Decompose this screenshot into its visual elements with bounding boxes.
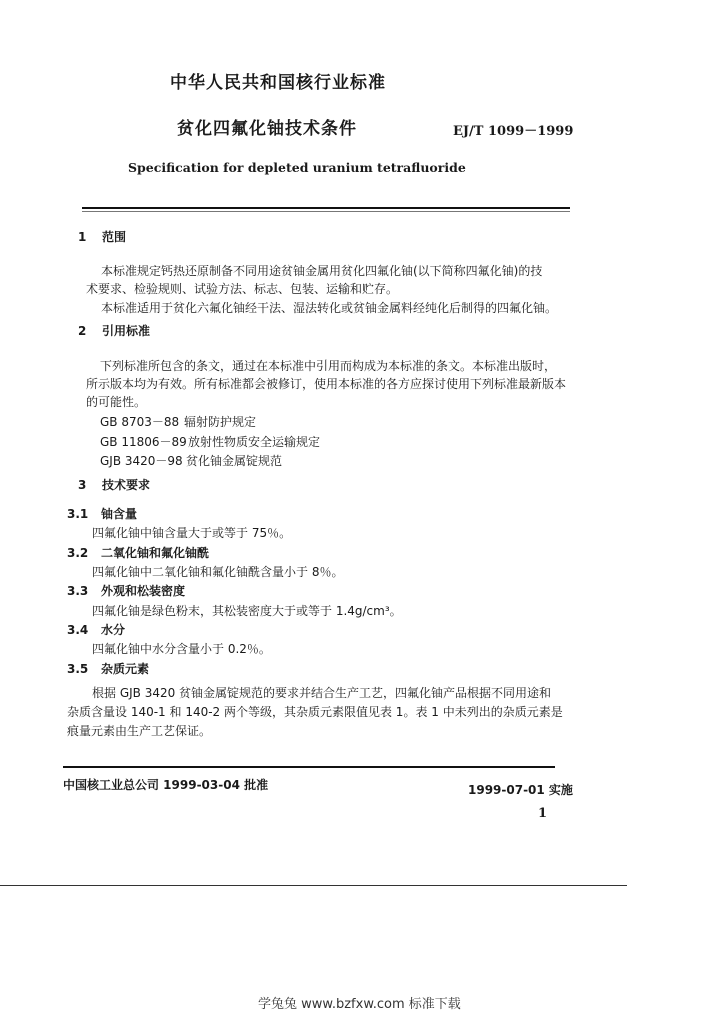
reference-name: 贫化铀金属锭规范	[186, 454, 283, 468]
reference-code: GB 8703－88	[100, 415, 180, 429]
subsection-number: 3.3	[67, 584, 89, 598]
section-1-paragraph-1-line-2: 术要求、检验规则、试验方法、标志、包装、运输和贮存。	[86, 282, 399, 296]
section-3-number: 3	[78, 478, 87, 492]
subsection-3-5-text-line-1: 根据 GJB 3420 贫铀金属锭规范的要求并结合生产工艺，四氟化铀产品根据不同用途和	[92, 686, 552, 700]
subsection-3-3-text: 四氟化铀是绿色粉末，其松装密度大于或等于 1.4g/cm³。	[92, 604, 402, 618]
subsection-number: 3.4	[67, 623, 89, 637]
reference-code: GJB 3420－98	[100, 454, 183, 468]
effective-date: 1999-07-01 实施	[468, 783, 573, 797]
section-3-heading	[78, 476, 150, 493]
subsection-3-4-text: 四氟化铀中水分含量小于 0.2％。	[92, 642, 271, 656]
section-2-paragraph-line-2: 所示版本均为有效。所有标准都会被修订，使用本标准的各方应探讨使用下列标准最新版本	[86, 377, 567, 391]
subsection-title: 外观和松装密度	[101, 584, 186, 598]
subsection-title: 水分	[101, 623, 126, 637]
section-1-paragraph-1-line-1: 本标准规定钙热还原制备不同用途贫铀金属用贫化四氟化铀(以下简称四氟化铀)的技	[101, 264, 543, 278]
section-2-title: 引用标准	[102, 324, 151, 338]
page-number: 1	[538, 806, 548, 821]
subsection-title: 二氧化铀和氟化铀酰	[101, 546, 210, 560]
reference-name: 辐射防护规定	[184, 415, 257, 429]
header-rule	[82, 207, 570, 209]
subsection-3-2-text: 四氟化铀中二氧化铀和氟化铀酰含量小于 8％。	[92, 565, 344, 579]
subsection-title: 铀含量	[101, 507, 138, 521]
section-2-heading	[78, 322, 150, 339]
reference-item	[100, 413, 256, 430]
subsection-title: 杂质元素	[101, 662, 150, 676]
document-title: 贫化四氟化铀技术条件	[177, 119, 357, 139]
section-2-number: 2	[78, 324, 87, 338]
footer-rule	[63, 766, 555, 768]
watermark-text: 学兔兔 www.bzfxw.com 标准下载	[258, 997, 461, 1012]
section-2-paragraph-line-1: 下列标准所包含的条文，通过在本标准中引用而构成为本标准的条文。本标准出版时，	[100, 359, 557, 373]
approval-note: 中国核工业总公司 1999-03-04 批准	[63, 778, 269, 792]
subsection-3-3-heading	[67, 582, 185, 599]
subsection-3-4-heading	[67, 621, 125, 638]
section-1-paragraph-2: 本标准适用于贫化六氟化铀经干法、湿法转化或贫铀金属料经纯化后制得的四氟化铀。	[101, 301, 558, 315]
reference-name: 放射性物质安全运输规定	[188, 435, 321, 449]
section-1-heading	[78, 228, 126, 245]
page-edge-line	[0, 885, 627, 886]
subsection-number: 3.2	[67, 546, 89, 560]
section-3-title: 技术要求	[102, 478, 151, 492]
section-1-title: 范围	[102, 230, 127, 244]
section-1-number: 1	[78, 230, 87, 244]
subsection-3-2-heading	[67, 544, 209, 561]
reference-item	[100, 433, 320, 450]
subsection-number: 3.1	[67, 507, 89, 521]
reference-item	[100, 452, 282, 469]
header-rule-thin	[82, 211, 570, 212]
subsection-3-1-heading	[67, 505, 137, 522]
subsection-3-5-text-line-3: 痕量元素由生产工艺保证。	[67, 724, 212, 738]
subsection-3-1-text: 四氟化铀中铀含量大于或等于 75％。	[92, 526, 292, 540]
english-title: Specification for depleted uranium tetrafluoride	[128, 160, 466, 175]
subsection-3-5-heading	[67, 660, 149, 677]
standard-code: EJ/T 1099－1999	[453, 124, 574, 139]
section-2-paragraph-line-3: 的可能性。	[86, 395, 147, 409]
subsection-3-5-text-line-2: 杂质含量设 140-1 和 140-2 两个等级，其杂质元素限值见表 1。表 1 中未列出的杂质元素是	[67, 705, 563, 719]
reference-code: GB 11806－89	[100, 435, 187, 449]
subsection-number: 3.5	[67, 662, 89, 676]
country-standard-title: 中华人民共和国核行业标准	[170, 73, 386, 93]
